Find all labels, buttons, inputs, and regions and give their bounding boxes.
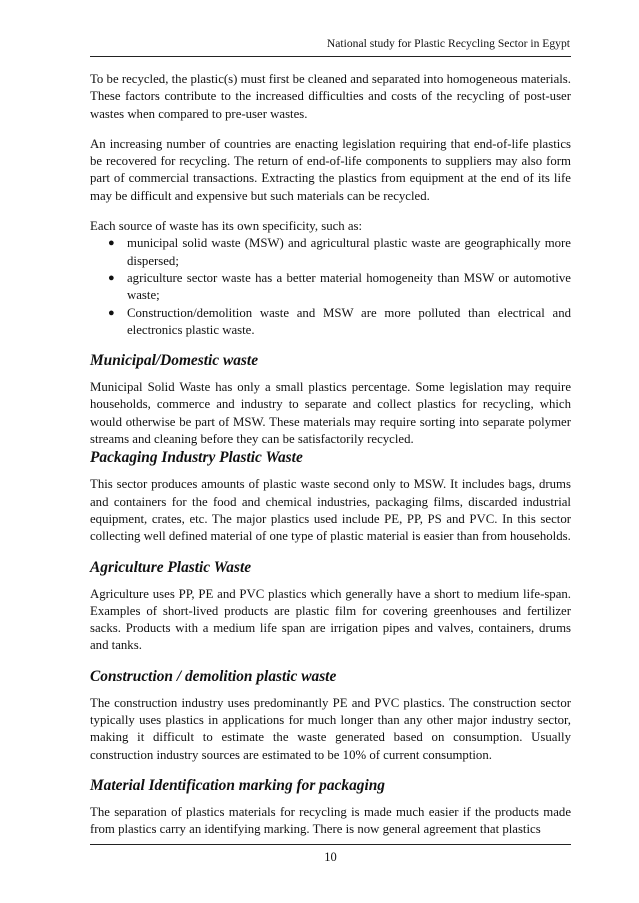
section-heading-construction: Construction / demolition plastic waste bbox=[90, 667, 337, 685]
running-header: National study for Plastic Recycling Sector in Egypt bbox=[326, 37, 570, 50]
list-item bbox=[90, 270, 571, 305]
bullet-icon: ● bbox=[108, 306, 115, 319]
section-heading-marking: Material Identification marking for packaging bbox=[90, 776, 386, 794]
bullet-icon: ● bbox=[108, 271, 115, 284]
paragraph-legislation: An increasing number of countries are enacting legislation requiring that end-of-life plastics be recovered for recycling. The return of end-of-life components to suppliers may also form part of commercial transactions. Extracting the plastics from equipment at the end of its life may be difficult and expensive but such materials can be recycled. bbox=[90, 136, 571, 203]
header-divider bbox=[90, 56, 571, 57]
paragraph-packaging: This sector produces amounts of plastic waste second only to MSW. It includes bags, drums and containers for the food and chemical industries, packaging films, discarded industrial equipment, crates, etc. The major plastics used include PE, PP, PS and PVC. In this sector collecting well defined material of one type of plastic material is easier than from households. bbox=[90, 477, 571, 544]
paragraph-municipal: Municipal Solid Waste has only a small plastics percentage. Some legislation may require households, commerce and industry to separate and collect plastics for recycling, which would otherwise be part of MSW. These materials may require sorting into separate polymer streams and cleaning before they can be satisfactorily recycled. bbox=[90, 380, 571, 447]
paragraph-marking: The separation of plastics materials for recycling is made much easier if the products made from plastics carry an identifying marking. There is now general agreement that plastics bbox=[90, 804, 571, 837]
section-heading-agriculture: Agriculture Plastic Waste bbox=[90, 558, 252, 576]
page-content bbox=[90, 71, 571, 839]
section-heading-municipal: Municipal/Domestic waste bbox=[90, 352, 259, 370]
list-item-text: Construction/demolition waste and MSW are more polluted than electrical and electronics plastic waste. bbox=[127, 305, 571, 337]
paragraph-construction: The construction industry uses predominantly PE and PVC plastics. The construction sector typically uses plastics in applications for much longer than any other major industry sector, making it difficult to estimate the waste generated based on consumption. Usually construction industry sources are estimated to be 10% of current consumption. bbox=[90, 695, 571, 762]
list-item-text: agriculture sector waste has a better material homogeneity than MSW or automotive waste; bbox=[127, 270, 571, 303]
list-item bbox=[90, 305, 571, 340]
list-item bbox=[90, 235, 571, 270]
bullet-icon: ● bbox=[108, 237, 115, 250]
paragraph-agriculture: Agriculture uses PP, PE and PVC plastics which generally have a short to medium life-span. Examples of short-lived products are plastic film for covering greenhouses and fertilizer sacks. Products with a medium life span are irrigation pipes and valves, containers, drums and tanks. bbox=[90, 586, 571, 653]
list-item-text: municipal solid waste (MSW) and agricultural plastic waste are geographically more dispersed; bbox=[127, 236, 571, 268]
paragraph-cleaning-separation: To be recycled, the plastic(s) must first be cleaned and separated into homogeneous materials. These factors contribute to the increased difficulties and costs of the recycling of post-user wastes when compared to pre-user wastes. bbox=[90, 72, 571, 121]
paragraph-waste-specificity: Each source of waste has its own specificity, such as: bbox=[90, 219, 363, 234]
specificity-list bbox=[90, 235, 571, 339]
page-number: 10 bbox=[324, 850, 337, 864]
footer-divider bbox=[90, 844, 571, 845]
section-heading-packaging: Packaging Industry Plastic Waste bbox=[90, 449, 303, 467]
